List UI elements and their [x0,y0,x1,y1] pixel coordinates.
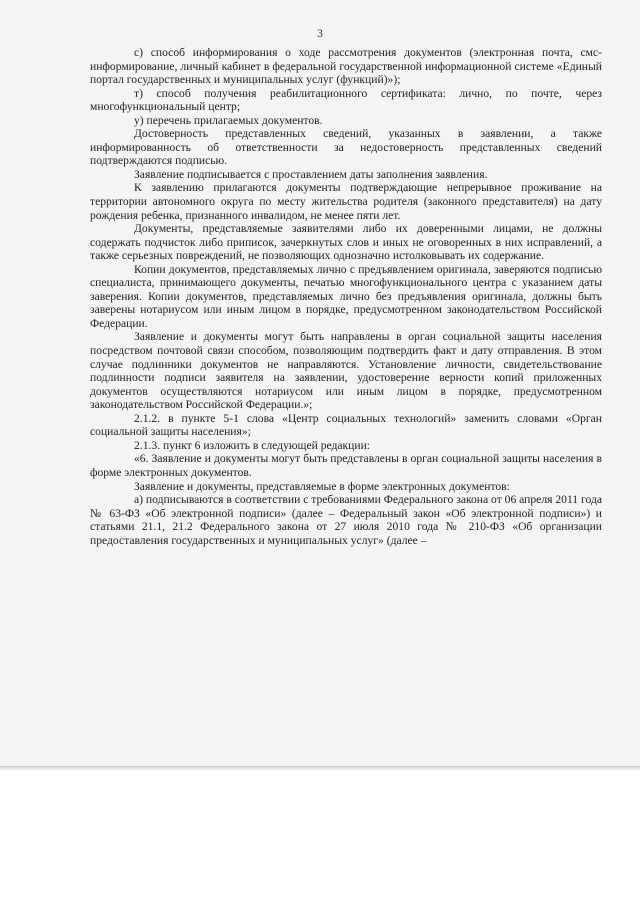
paragraph: Копии документов, представляемых лично с предъявлением оригинала, заверяются подписью специалиста, принимающего документы, печатью многофункционального центра с указанием даты заверения. Копии документов, представляемых лично без предъявления оригинала, должны быть заверены нотариусом или иным лицом в порядке, предусмотренном законодательством Российской Федерации. [90,262,602,330]
paragraph: 2.1.2. в пункте 5-1 слова «Центр социальных технологий» заменить словами «Орган социальной защиты населения»; [90,411,602,439]
paragraph: Заявление подписывается с проставлением даты заполнения заявления. [134,167,488,181]
paragraph: а) подписываются в соответствии с требованиями Федерального закона от 06 апреля 2011 года № 63-ФЗ «Об электронной подписи» (далее – Федеральный закон «Об электронной подписи») и статьями 21.1, 21.2 Федерального закона от 27 июля 2010 года № 210-ФЗ «Об организации предоставления государственных и муниципальных услуг» (далее – [90,493,602,547]
paragraph: с) способ информирования о ходе рассмотрения документов (электронная почта, смс-информирование, личный кабинет в федеральной государственной информационной системе «Единый портал государственных и муниципальных услуг (функций)»); [90,46,602,87]
document-body [90,46,602,547]
paragraph: 2.1.3. пункт 6 изложить в следующей редакции: [134,438,371,452]
paragraph: К заявлению прилагаются документы подтверждающие непрерывное проживание на территории автономного округа по месту жительства родителя (законного представителя) на дату рождения ребенка, признанного инвалидом, не менее пяти лет. [90,181,602,222]
paragraph: Достоверность представленных сведений, указанных в заявлении, а также информированность об ответственности за недостоверность представленных сведений подтверждаются подписью. [90,127,602,168]
paragraph: Заявление и документы, представляемые в форме электронных документов: [134,479,510,493]
paragraph: Документы, представляемые заявителями либо их доверенными лицами, не должны содержать подчисток либо приписок, зачеркнутых слов и иных не оговоренных в них исправлений, а также серьезных повреждений, не позволяющих однозначно истолковывать их содержание. [90,222,602,263]
paragraph: у) перечень прилагаемых документов. [134,113,323,127]
paragraph: Заявление и документы могут быть направлены в орган социальной защиты населения посредством почтовой связи способом, позволяющим подтвердить факт и дату отправления. В этом случае подлинники документов не направляются. Установление личности, свидетельствование подлинности подписи заявителя на заявлении, удостоверение верности копий приложенных документов осуществляются нотариусом или иным лицом в порядке, предусмотренном законодательством Российской Федерации.»; [90,330,602,412]
paragraph: «6. Заявление и документы могут быть представлены в орган социальной защиты населения в форме электронных документов. [90,452,602,479]
page-number: 3 [317,28,323,40]
paragraph: т) способ получения реабилитационного сертификата: лично, по почте, через многофункциональный центр; [90,86,602,114]
page-edge-shadow [0,766,640,771]
